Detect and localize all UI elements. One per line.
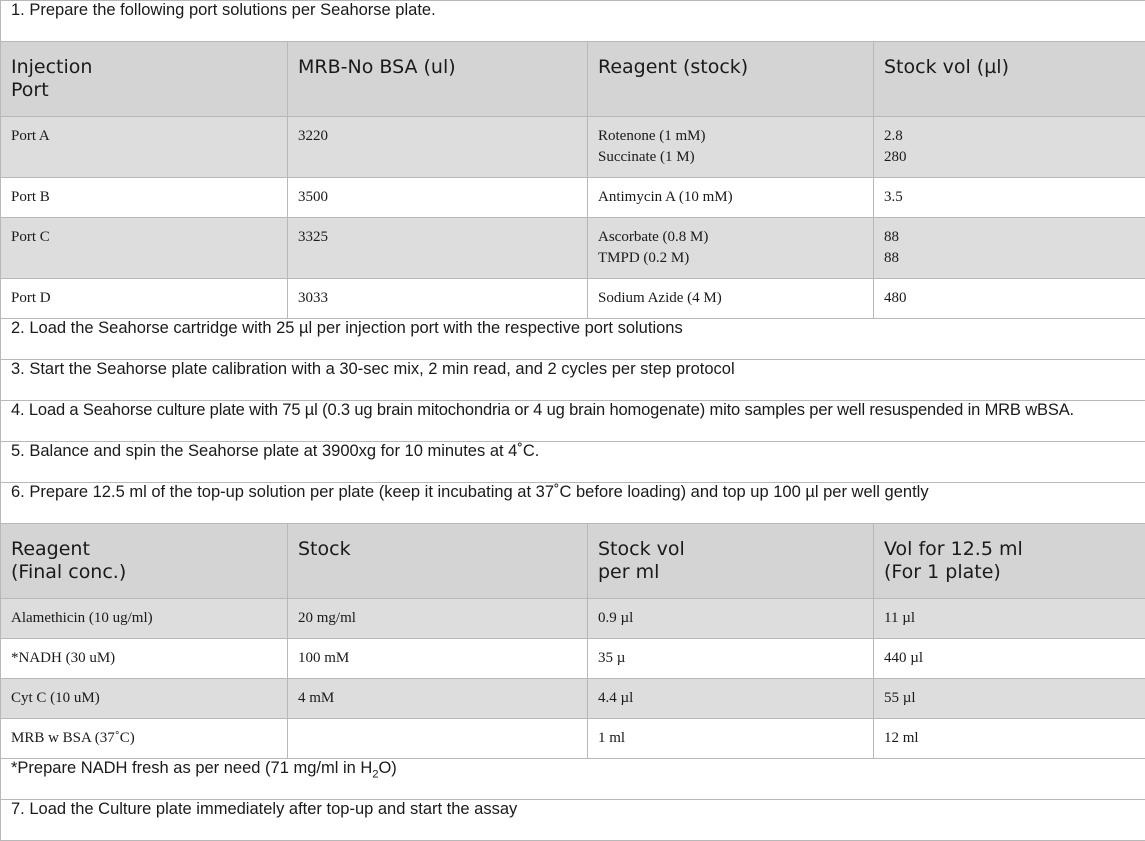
per-ml-cell: 35 µ [588,639,874,679]
port-table-header [1,42,1145,117]
step-row [1,483,1145,524]
step-1-text: 1. Prepare the following port solutions per Seahorse plate. [1,1,1145,42]
mrb-cell: 3033 [288,279,588,319]
stock-cell: 4 mM [288,679,588,719]
header-mrb-no-bsa [288,42,588,117]
header-line: (Final conc.) [11,561,277,584]
step-row [1,800,1145,841]
header-injection-port [1,42,288,117]
header-stock-vol [874,42,1145,117]
step-row [1,1,1145,42]
stock-vol-line: 88 [884,248,1135,269]
reagent-line: Ascorbate (0.8 M) [598,227,863,248]
header-line: MRB-No BSA (ul) [298,56,577,79]
port-cell: Port B [1,178,288,218]
header-line: (For 1 plate) [884,561,1135,584]
step-row [1,401,1145,442]
step-row [1,442,1145,483]
stock-cell [288,719,588,759]
note-subscript: 2 [372,768,378,780]
step-2-text: 2. Load the Seahorse cartridge with 25 µl per injection port with the respective port solutions [1,319,1145,360]
table-row [1,639,1145,679]
reagent-cell: Cyt C (10 uM) [1,679,288,719]
table-row [1,117,1145,178]
reagent-line: Antimycin A (10 mM) [598,187,863,208]
header-line: Reagent [11,538,277,561]
table-row [1,218,1145,279]
port-cell: Port C [1,218,288,279]
reagent-cell: *NADH (30 uM) [1,639,288,679]
vol-cell: 55 µl [874,679,1145,719]
reagent-cell [588,117,874,178]
stock-vol-line: 2.8 [884,126,1135,147]
table-row [1,599,1145,639]
table-row [1,279,1145,319]
mrb-cell: 3325 [288,218,588,279]
header-reagent-stock [588,42,874,117]
stock-vol-line: 88 [884,227,1135,248]
vol-cell: 12 ml [874,719,1145,759]
port-cell: Port A [1,117,288,178]
stock-cell: 20 mg/ml [288,599,588,639]
reagent-line: Rotenone (1 mM) [598,126,863,147]
step-4-text: 4. Load a Seahorse culture plate with 75 µl (0.3 ug brain mitochondria or 4 ug brain homogenate) mito samples per well resuspended in MRB wBSA. [1,401,1145,442]
reagent-cell [588,178,874,218]
stock-vol-cell [874,178,1145,218]
topup-table-header [1,524,1145,599]
step-6-text: 6. Prepare 12.5 ml of the top-up solution per plate (keep it incubating at 37˚C before loading) and top up 100 µl per well gently [1,483,1145,524]
stock-vol-line: 280 [884,147,1135,168]
header-reagent-final-conc [1,524,288,599]
header-line: Injection [11,56,277,79]
reagent-cell [588,218,874,279]
stock-vol-line: 480 [884,288,1135,309]
table-row [1,178,1145,218]
note-text: *Prepare NADH fresh as per need (71 mg/ml in H [11,759,372,777]
step-row [1,360,1145,401]
port-cell: Port D [1,279,288,319]
step-row [1,319,1145,360]
header-line: Stock vol (µl) [884,56,1135,79]
step-7-text: 7. Load the Culture plate immediately after top-up and start the assay [1,800,1145,841]
stock-vol-cell [874,279,1145,319]
header-line: per ml [598,561,863,584]
reagent-cell [588,279,874,319]
header-line: Stock [298,538,577,561]
per-ml-cell: 1 ml [588,719,874,759]
reagent-line: Succinate (1 M) [598,147,863,168]
reagent-line: TMPD (0.2 M) [598,248,863,269]
table-row [1,719,1145,759]
reagent-cell: Alamethicin (10 ug/ml) [1,599,288,639]
per-ml-cell: 4.4 µl [588,679,874,719]
table-row [1,679,1145,719]
nadh-note [1,759,1145,800]
note-text-end: O) [378,759,396,777]
stock-vol-cell [874,218,1145,279]
header-line: Reagent (stock) [598,56,863,79]
stock-vol-cell [874,117,1145,178]
note-row [1,759,1145,800]
step-5-text: 5. Balance and spin the Seahorse plate at 3900xg for 10 minutes at 4˚C. [1,442,1145,483]
header-line: Vol for 12.5 ml [884,538,1135,561]
header-stock-vol-per-ml [588,524,874,599]
header-stock [288,524,588,599]
header-vol-for-plate [874,524,1145,599]
reagent-cell: MRB w BSA (37˚C) [1,719,288,759]
header-line: Stock vol [598,538,863,561]
step-3-text: 3. Start the Seahorse plate calibration with a 30-sec mix, 2 min read, and 2 cycles per step protocol [1,360,1145,401]
vol-cell: 11 µl [874,599,1145,639]
per-ml-cell: 0.9 µl [588,599,874,639]
mrb-cell: 3220 [288,117,588,178]
stock-cell: 100 mM [288,639,588,679]
stock-vol-line: 3.5 [884,187,1135,208]
mrb-cell: 3500 [288,178,588,218]
reagent-line: Sodium Azide (4 M) [598,288,863,309]
header-line: Port [11,79,277,102]
vol-cell: 440 µl [874,639,1145,679]
